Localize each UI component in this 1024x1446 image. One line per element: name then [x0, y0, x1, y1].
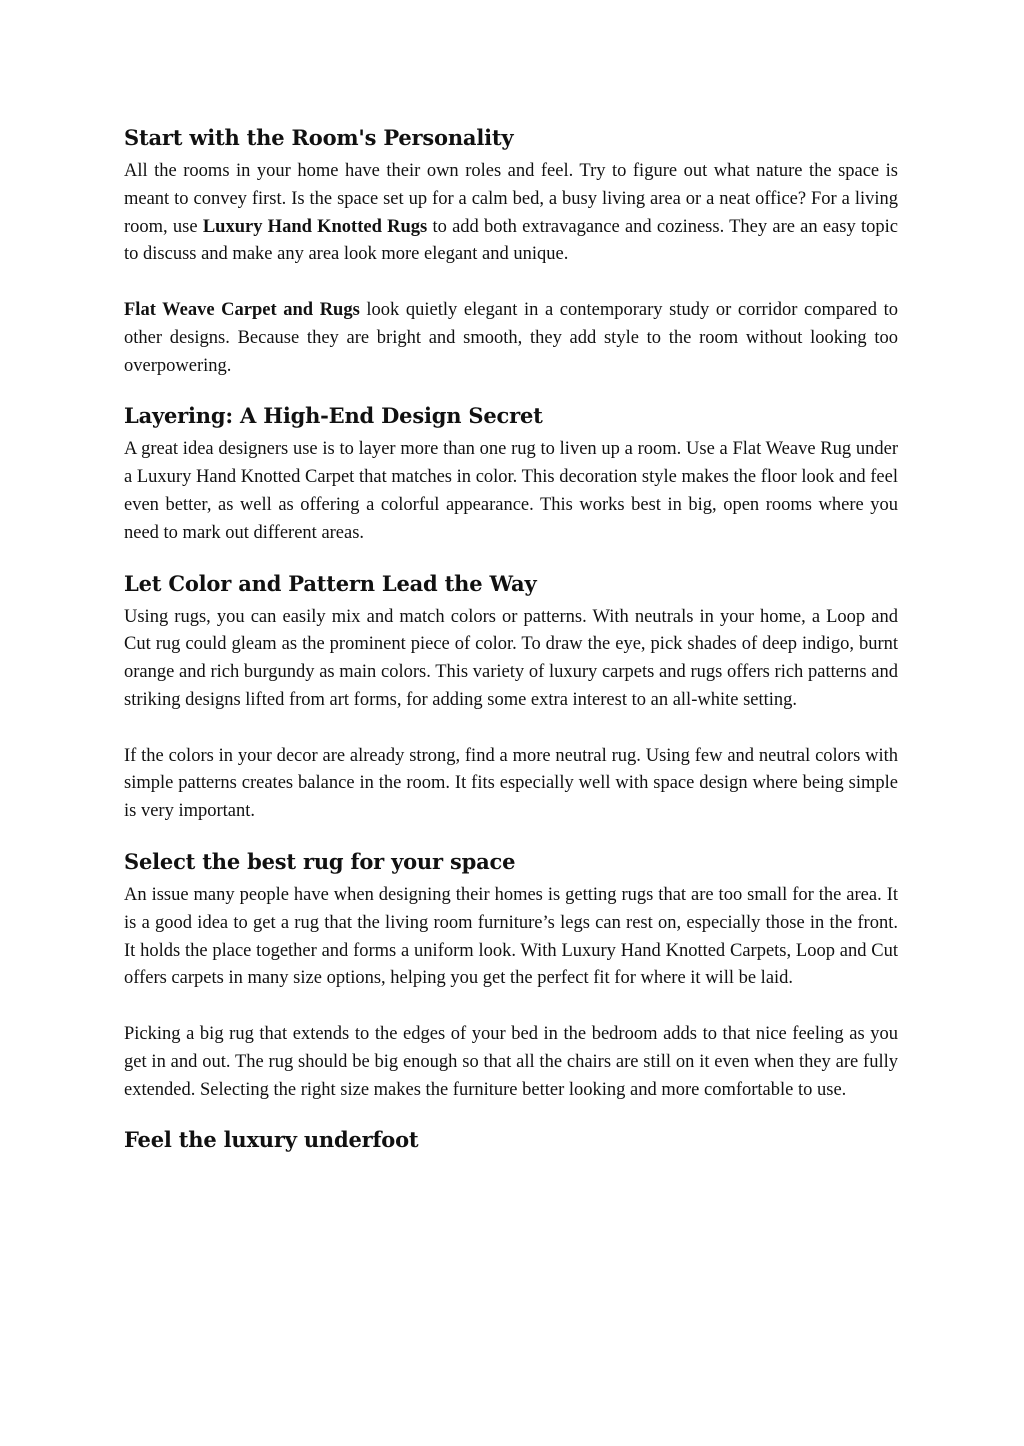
paragraph [124, 297, 898, 380]
section-heading: Feel the luxury underfoot [124, 1127, 419, 1153]
bold-text-run: Flat Weave Carpet and Rugs [124, 299, 360, 320]
document-page [124, 118, 898, 1160]
section-heading: Select the best rug for your space [124, 848, 516, 874]
section-heading: Start with the Room's Personality [124, 125, 514, 150]
bold-text-run: Luxury Hand Knotted Rugs [202, 216, 428, 237]
text-run: All the rooms in your home have their own roles and feel. Try to figure out what nature the space is meant to convey first. Is the space set up for a calm bed, a busy living area or a neat office? For a living room, use [124, 161, 898, 237]
paragraph: A great idea designers use is to layer more than one rug to liven up a room. Use a Flat Weave Rug under a Luxury Hand Knotted Carpet that matches in color. This decoration style makes the floor look and feel even better, as well as offering a colorful appearance. This works best in big, open rooms where you need to mark out different areas. [124, 439, 898, 543]
paragraph [124, 158, 898, 269]
paragraph: An issue many people have when designing their homes is getting rugs that are too small for the area. It is a good idea to get a rug that the living room furniture’s legs can rest on, especially those in the front. It holds the place together and forms a uniform look. With Luxury Hand Knotted Carpets, Loop and Cut offers carpets in many size options, helping you get the perfect fit for where it will be laid. [124, 884, 898, 989]
paragraph: Using rugs, you can easily mix and match colors or patterns. With neutrals in your home, a Loop and Cut rug could gleam as the prominent piece of color. To draw the eye, pick shades of deep indigo, burnt orange and rich burgundy as main colors. This variety of luxury carpets and rugs offers rich patterns and striking designs lifted from art forms, for adding some extra interest to an all-white setting. [124, 606, 898, 710]
paragraph: If the colors in your decor are already strong, find a more neutral rug. Using few and neutral colors with simple patterns creates balance in the room. It fits especially well with space design where being simple is very important. [124, 745, 898, 822]
text-run: look quietly elegant in a contemporary study or corridor compared to other designs. Because they are bright and smooth, they add style to the room without looking too overpowering. [124, 299, 898, 376]
text-run: to add both extravagance and coziness. They are an easy topic to discuss and make any area look more elegant and unique. [124, 216, 898, 265]
section-heading: Layering: A High-End Design Secret [124, 403, 543, 429]
section-heading: Let Color and Pattern Lead the Way [124, 570, 537, 596]
paragraph: Picking a big rug that extends to the edges of your bed in the bedroom adds to that nice feeling as you get in and out. The rug should be big enough so that all the chairs are still on it even when they are fully extended. Selecting the right size makes the furniture better looking and more comfortable to use. [124, 1023, 898, 1100]
